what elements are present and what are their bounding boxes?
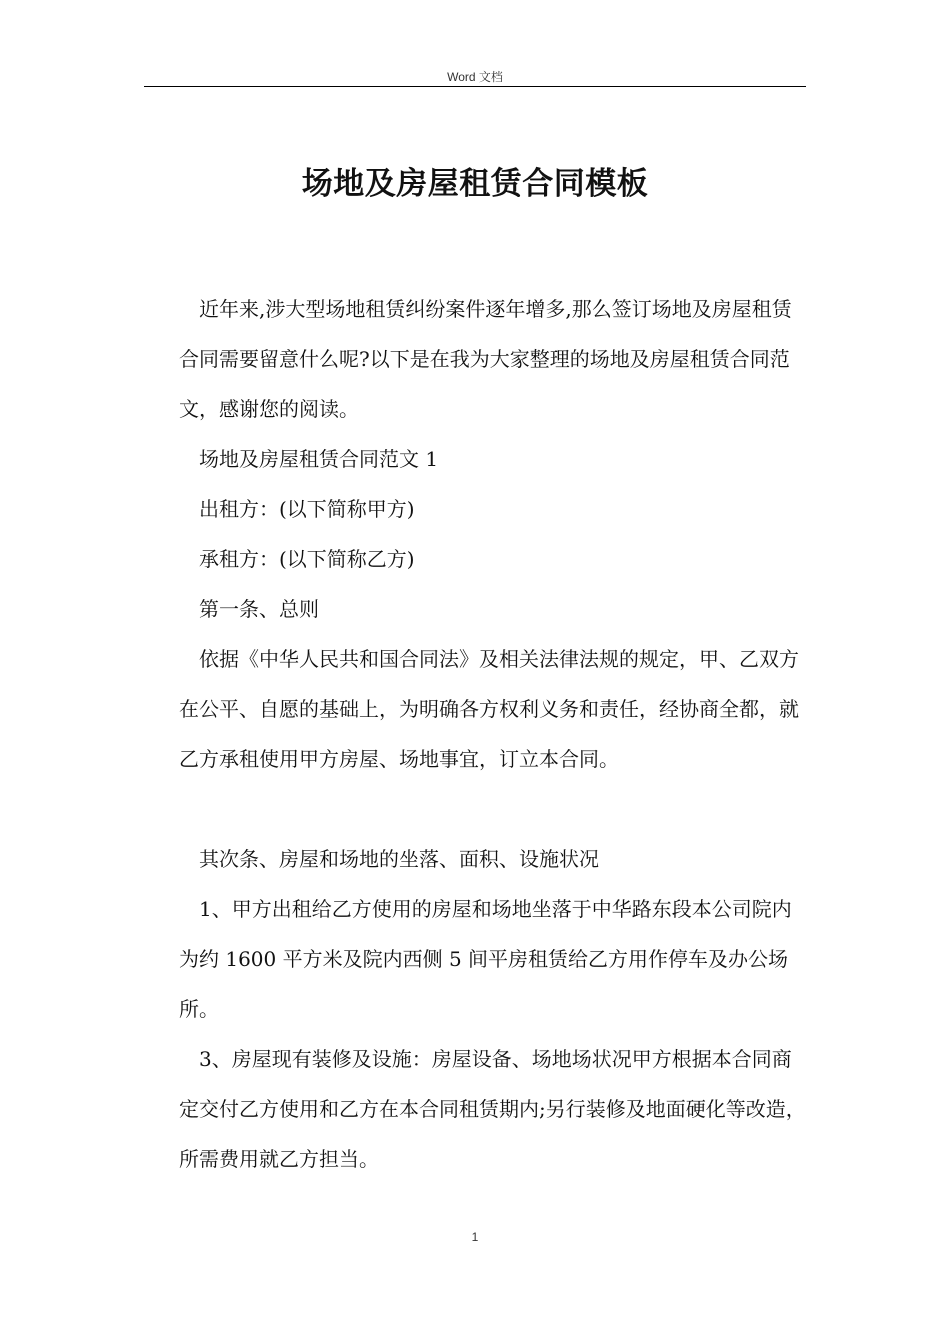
paragraph-sample-heading: 场地及房屋租赁合同范文 1 xyxy=(199,447,439,471)
paragraph-lessee: 承租方：(以下简称乙方) xyxy=(199,547,415,571)
paragraph-article-1-heading: 第一条、总则 xyxy=(199,597,319,621)
page-number: 1 xyxy=(471,1230,479,1244)
header-label: Word 文档 xyxy=(447,70,503,84)
paragraph-spacer xyxy=(179,784,806,834)
paragraph-clause-1: 1、甲方出租给乙方使用的房屋和场地坐落于中华路东段本公司院内为约 1600 平方米及院内西侧 5 间平房租赁给乙方用作停车及办公场所。 xyxy=(179,897,792,1021)
header-divider xyxy=(144,86,806,87)
document-title: 场地及房屋租赁合同模板 xyxy=(301,166,649,202)
paragraph-article-1-body: 依据《中华人民共和国合同法》及相关法律法规的规定，甲、乙双方在公平、自愿的基础上，为明确各方权利义务和责任，经协商全都，就乙方承租使用甲方房屋、场地事宜，订立本合同。 xyxy=(179,647,799,771)
document-body xyxy=(179,284,806,1184)
paragraph-lessor: 出租方：(以下简称甲方) xyxy=(199,497,415,521)
paragraph-clause-3: 3、房屋现有装修及设施：房屋设备、场地场状况甲方根据本合同商定交付乙方使用和乙方在本合同租赁期内;另行装修及地面硬化等改造，所需费用就乙方担当。 xyxy=(179,1047,806,1171)
paragraph-article-2-heading: 其次条、房屋和场地的坐落、面积、设施状况 xyxy=(199,847,599,871)
paragraph-intro: 近年来,涉大型场地租赁纠纷案件逐年增多,那么签订场地及房屋租赁合同需要留意什么呢?以下是在我为大家整理的场地及房屋租赁合同范文，感谢您的阅读。 xyxy=(179,297,792,421)
